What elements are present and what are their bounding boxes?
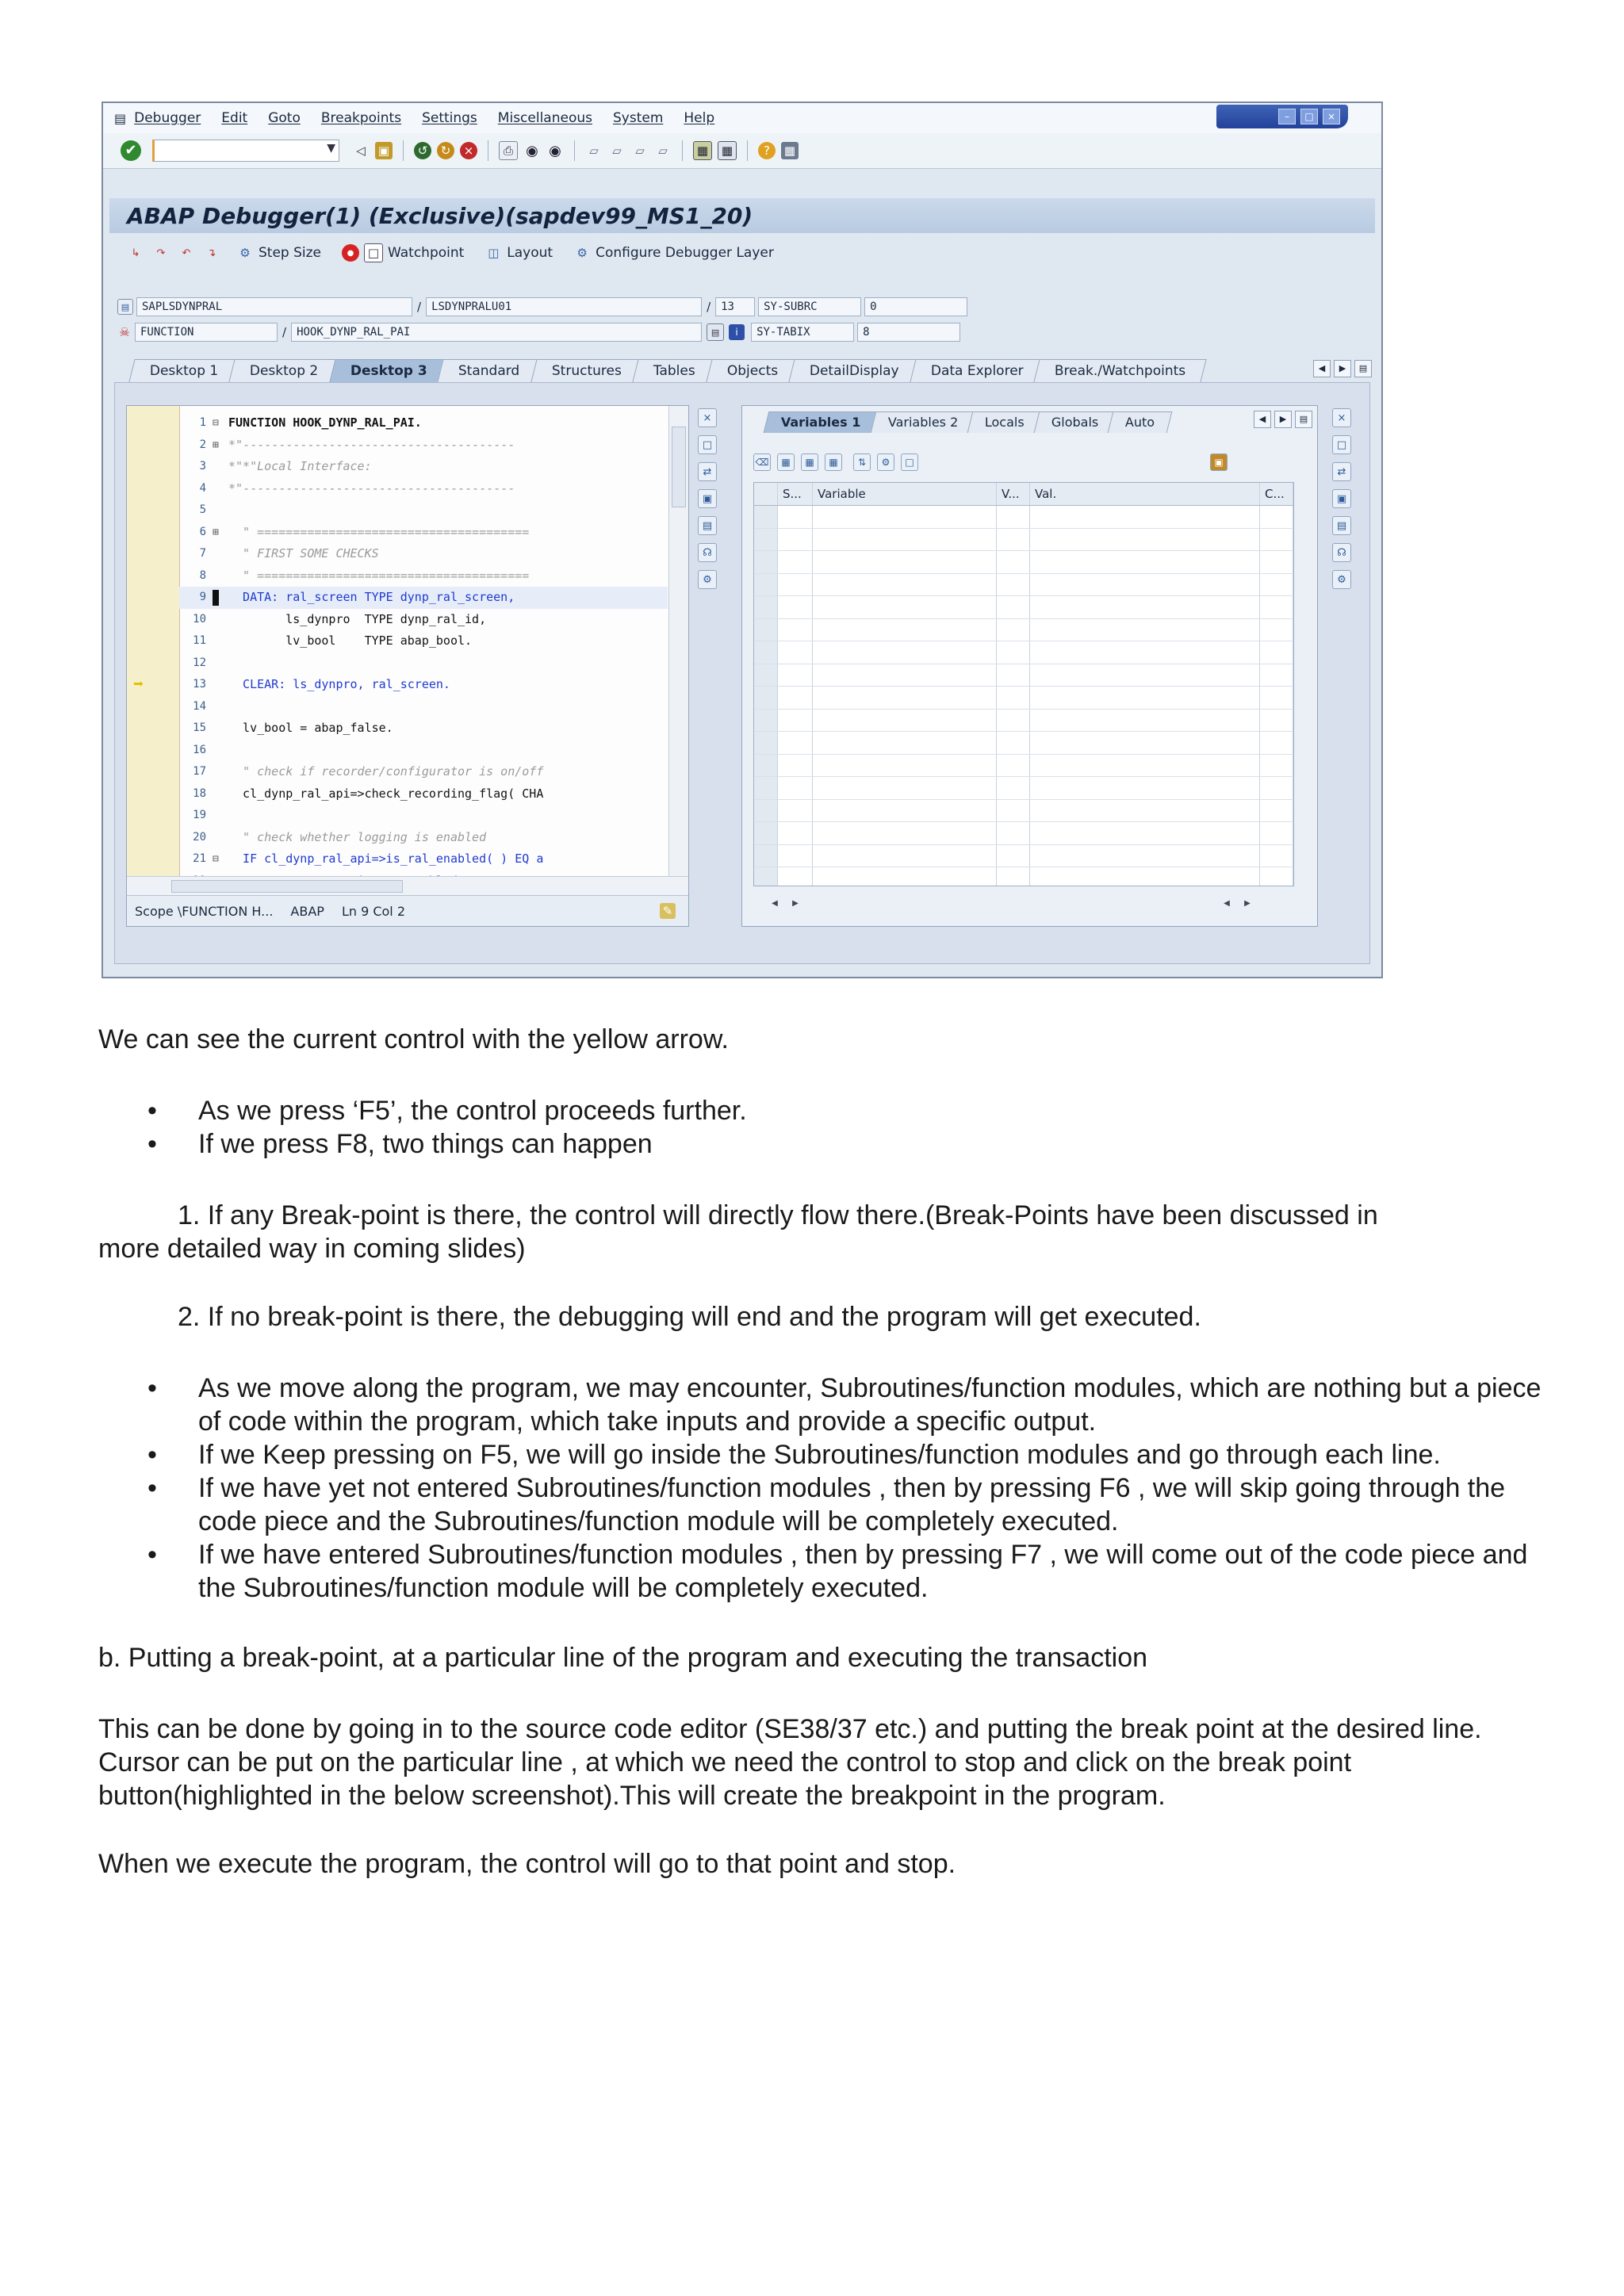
bullet-list-keys	[98, 1094, 1549, 1161]
table-icon[interactable]: ▦	[777, 453, 795, 471]
sy-subrc-label[interactable]: SY-SUBRC	[758, 297, 861, 316]
tab-scroll-controls	[1313, 360, 1372, 377]
tab-variables-1[interactable]: Variables 1	[764, 411, 879, 433]
table-row[interactable]	[754, 551, 1293, 574]
maximize-tool-icon[interactable]: ▣	[1332, 489, 1351, 508]
table-row[interactable]	[754, 529, 1293, 552]
bullet-list-subroutines	[98, 1372, 1549, 1605]
layout-label: Layout	[507, 245, 553, 261]
program-field[interactable]: SAPLSDYNPRAL	[136, 297, 412, 316]
close-icon[interactable]: ×	[1323, 109, 1340, 124]
list-item: • As we press ‘F5’, the control proceeds further.	[98, 1094, 1549, 1127]
tab-break-watchpoints[interactable]: Break./Watchpoints	[1034, 359, 1208, 382]
editor-vertical-scrollbar[interactable]	[668, 406, 688, 896]
last-page-icon[interactable]: ▱	[658, 144, 668, 158]
chevron-down-icon[interactable]: ▼	[327, 142, 335, 155]
scroll-right-icon[interactable]: ▶	[1244, 898, 1251, 908]
cancel-icon[interactable]: ×	[460, 142, 477, 159]
paragraph-yellow-arrow: We can see the current control with the yellow arrow.	[98, 1024, 729, 1054]
variables-toolbar	[753, 453, 1228, 471]
debugger-screenshot	[102, 101, 1383, 978]
tab-tables[interactable]: Tables	[632, 359, 716, 382]
variables-panel	[741, 405, 1318, 927]
section-heading-b: b. Putting a break-point, at a particular line of the program and executing the transaction	[98, 1643, 1148, 1673]
table-row[interactable]	[754, 755, 1293, 778]
menu-help[interactable]: Help	[684, 110, 715, 126]
tab-list-icon[interactable]: ▤	[1354, 360, 1372, 377]
yellow-arrow-icon: ➡	[133, 675, 144, 695]
editor-settings-icon[interactable]: ✎	[660, 903, 676, 919]
numbered-item-1-line-2: more detailed way in coming slides)	[98, 1234, 526, 1264]
function-icon: ☠	[119, 325, 130, 339]
previous-page-icon[interactable]: ▱	[612, 144, 622, 158]
tab-scroll-left-icon[interactable]: ◀	[1313, 360, 1331, 377]
grid-col-s[interactable]: S...	[778, 483, 813, 505]
editor-tool-column	[697, 408, 718, 589]
toolbar-separator	[574, 140, 575, 161]
find-next-icon[interactable]: ◉	[549, 142, 561, 159]
list-item: • If we press F8, two things can happen	[98, 1127, 1549, 1161]
variable-tab-scroll	[1254, 411, 1312, 428]
path-separator: /	[282, 325, 287, 339]
tab-detaildisplay[interactable]: DetailDisplay	[788, 359, 920, 382]
toolbar-separator	[682, 140, 683, 161]
tab-desktop-2[interactable]: Desktop 2	[229, 359, 340, 382]
menu-bar	[103, 103, 1381, 133]
tab-standard[interactable]: Standard	[438, 359, 542, 382]
find-icon[interactable]: ◉	[526, 142, 538, 159]
list-item: • If we have entered Subroutines/function modules , then by pressing F7 , we will come out of the code piece and the Subroutines/function module will be completely executed.	[98, 1538, 1549, 1605]
tab-variables-2[interactable]: Variables 2	[870, 411, 975, 433]
tab-structures[interactable]: Structures	[530, 359, 642, 382]
tab-list-icon[interactable]: ▤	[1295, 411, 1312, 428]
paragraph-execute: When we execute the program, the control will go to that point and stop.	[98, 1849, 956, 1879]
window-menu-icon[interactable]: ▤	[114, 110, 127, 126]
watchpoint-button[interactable]	[342, 243, 464, 262]
new-session-icon[interactable]: ▦	[693, 141, 712, 160]
enter-check-icon[interactable]: ✔	[121, 140, 141, 161]
numbered-item-1	[98, 1199, 1549, 1265]
watchpoint-label: Watchpoint	[388, 245, 465, 261]
headphones-icon[interactable]: ☊	[1332, 543, 1351, 562]
close-tool-icon[interactable]: ×	[698, 408, 717, 427]
menu-system[interactable]: System	[612, 110, 664, 126]
standard-toolbar	[103, 133, 1381, 169]
menu-breakpoints[interactable]: Breakpoints	[320, 110, 402, 126]
table-row[interactable]	[754, 574, 1293, 597]
grid-col-variable[interactable]: Variable	[813, 483, 997, 505]
variable-tabs	[766, 409, 1166, 433]
new-tool-icon[interactable]: □	[1332, 435, 1351, 454]
code-lines: 1 ⊟ FUNCTION HOOK_DYNP_RAL_PAI. 2 ⊞ *"-------------------------------------- 3 *"*"Local Interface: 4 *"-------------------------------------- 5 6 ⊞ " ====================================== 7 " FIRST SOME CHECKS 8 " ====================================== 9 DATA: ral_screen TYPE dynp_ral_screen, 10 ls_dynpro TYPE dynp_ral_id, 11 lv_bool TYPE abap_bool. 12 ➡ 13 CLEAR: ls_dynpro, ral_screen. 14 15 lv_bool = abap_false. 16 17 " check if recorder/configurator is on/off 18 cl_dynp_ral_api=>check_recording_flag( CHA 19 20 " check whether logging is enabled 21 ⊟ IF cl_dynp_ral_api=>is_ral_enabled( ) EQ a	[179, 412, 668, 892]
menu-goto[interactable]: Goto	[268, 110, 301, 126]
variables-tool-column	[1331, 408, 1352, 589]
configure-label: Configure Debugger Layer	[596, 245, 774, 261]
variables-grid[interactable]	[753, 482, 1294, 886]
application-toolbar	[109, 238, 1375, 268]
back-icon[interactable]: ↺	[414, 142, 431, 159]
table-row[interactable]	[754, 800, 1293, 823]
delete-icon[interactable]: ⌫	[753, 453, 771, 471]
folder-icon[interactable]: □	[901, 453, 918, 471]
table-row[interactable]	[754, 867, 1293, 886]
save-icon[interactable]: ▣	[375, 142, 393, 159]
path-separator: /	[707, 300, 711, 314]
services-icon[interactable]: ⚙	[698, 570, 717, 589]
step-over-icon[interactable]: ↷	[156, 247, 166, 259]
import-icon[interactable]: ▦	[801, 453, 818, 471]
tab-scroll-right-icon[interactable]: ▶	[1334, 360, 1351, 377]
menu-settings[interactable]: Settings	[422, 110, 477, 126]
layout-menu-icon[interactable]: ▦	[781, 142, 799, 159]
services-icon[interactable]: ⚙	[1332, 570, 1351, 589]
cursor-line: 9 DATA: ral_screen TYPE dynp_ral_screen,	[179, 587, 668, 609]
text-cursor	[213, 590, 219, 606]
grid-col-v[interactable]: V...	[997, 483, 1030, 505]
toolbar-separator	[403, 140, 404, 161]
event-name-field[interactable]: HOOK_DYNP_RAL_PAI	[291, 323, 702, 342]
table-row[interactable]	[754, 845, 1293, 868]
tab-objects[interactable]: Objects	[706, 359, 799, 382]
info-icon[interactable]: i	[729, 324, 745, 340]
next-page-icon[interactable]: ▱	[635, 144, 645, 158]
table-row[interactable]	[754, 732, 1293, 755]
tab-desktop-3[interactable]: Desktop 3	[329, 359, 448, 382]
sy-tabix-value[interactable]: 8	[857, 323, 960, 342]
first-page-icon[interactable]: ▱	[589, 144, 599, 158]
back-arrow-icon[interactable]: ◁	[356, 144, 366, 158]
close-tool-icon[interactable]: ×	[1332, 408, 1351, 427]
path-separator: /	[417, 300, 422, 314]
sort-icon[interactable]: ⇅	[853, 453, 871, 471]
tab-globals[interactable]: Globals	[1033, 411, 1116, 433]
minimize-icon[interactable]: –	[1278, 109, 1296, 124]
grid-col-c[interactable]: C...	[1260, 483, 1293, 505]
scope-label: Scope \FUNCTION H...	[135, 903, 274, 919]
list-item: • As we move along the program, we may encounter, Subroutines/function modules, which are nothing but a piece of code within the program, which take inputs and provide a specific output.	[98, 1372, 1549, 1438]
table-row[interactable]	[754, 822, 1293, 845]
print-icon[interactable]: ⎙	[499, 141, 518, 160]
step-into-icon[interactable]: ↳	[131, 247, 140, 259]
menu-miscellaneous[interactable]: Miscellaneous	[497, 110, 592, 126]
numbered-item-2: 2. If no break-point is there, the debugging will end and the program will get executed.	[178, 1302, 1201, 1332]
editor-status-bar	[127, 895, 688, 926]
stop-icon: ●	[342, 244, 359, 262]
layout-button[interactable]	[485, 244, 553, 262]
step-size-button[interactable]	[236, 244, 321, 262]
table-row[interactable]	[754, 687, 1293, 710]
help-icon[interactable]: ?	[758, 142, 776, 159]
tab-scroll-left-icon[interactable]: ◀	[1254, 411, 1271, 428]
swap-tool-icon[interactable]: ▤	[1332, 516, 1351, 535]
command-field[interactable]	[152, 140, 339, 162]
sy-tabix-label[interactable]: SY-TABIX	[751, 323, 854, 342]
scroll-right-icon[interactable]: ▶	[792, 898, 799, 908]
table-row[interactable]	[754, 596, 1293, 619]
new-tool-icon[interactable]: □	[698, 435, 717, 454]
include-field[interactable]: LSDYNPRALU01	[426, 297, 702, 316]
exit-icon[interactable]: ↻	[437, 142, 454, 159]
event-field-row	[117, 322, 960, 342]
current-statement-line: ➡ 13 CLEAR: ls_dynpro, ral_screen.	[133, 675, 450, 695]
program-icon: ▤	[117, 299, 133, 315]
list-item: • If we have yet not entered Subroutines/function modules , then by pressing F6 , we will skip going through the code piece and the Subroutines/function module will be completely executed.	[98, 1471, 1549, 1538]
replace-tool-icon[interactable]: ⇄	[1332, 462, 1351, 481]
table-row[interactable]	[754, 619, 1293, 642]
table-row[interactable]	[754, 641, 1293, 664]
grid-hscroll-right	[1218, 894, 1256, 912]
grid-col-val[interactable]: Val.	[1030, 483, 1260, 505]
event-type-field[interactable]: FUNCTION	[135, 323, 278, 342]
headphones-icon[interactable]: ☊	[698, 543, 717, 562]
scroll-left-icon[interactable]: ◀	[772, 898, 778, 908]
table-row[interactable]	[754, 506, 1293, 529]
tab-scroll-right-icon[interactable]: ▶	[1274, 411, 1292, 428]
continue-icon[interactable]: ↴	[207, 247, 216, 259]
configure-layer-button[interactable]	[573, 244, 774, 262]
menu-edit[interactable]: Edit	[221, 110, 248, 126]
table-row[interactable]	[754, 710, 1293, 733]
source-code-editor[interactable]	[126, 405, 689, 927]
table-row[interactable]	[754, 777, 1293, 800]
scrollbar-thumb[interactable]	[171, 880, 403, 893]
grid-hscroll-left	[766, 894, 804, 912]
step-size-label: Step Size	[259, 245, 322, 261]
program-field-row	[117, 297, 967, 317]
tab-auto[interactable]: Auto	[1108, 411, 1173, 433]
debugger-work-area	[114, 382, 1370, 964]
grid-header	[754, 483, 1293, 506]
tab-desktop-1[interactable]: Desktop 1	[128, 359, 239, 382]
toolbar-separator	[747, 140, 748, 161]
table-row[interactable]	[754, 664, 1293, 687]
configure-icon: ⚙	[576, 246, 588, 260]
export-icon[interactable]: ▦	[825, 453, 842, 471]
list-item: • If we Keep pressing on F5, we will go inside the Subroutines/function modules and go through each line.	[98, 1438, 1549, 1471]
tab-data-explorer[interactable]: Data Explorer	[910, 359, 1044, 382]
steps-icon: ⚙	[239, 246, 251, 260]
breakpoint-gutter[interactable]	[127, 406, 180, 896]
editor-horizontal-scrollbar[interactable]	[127, 876, 688, 896]
restore-icon[interactable]: □	[1300, 109, 1318, 124]
save-variables-icon[interactable]: ▣	[1210, 453, 1228, 471]
display-icon[interactable]: ▤	[707, 323, 724, 341]
desktop-tabs	[132, 357, 1375, 382]
return-icon[interactable]: ↶	[182, 247, 191, 259]
watchpoint-icon: □	[364, 243, 383, 262]
scroll-left-icon[interactable]: ◀	[1224, 898, 1230, 908]
layout-icon: ◫	[488, 246, 500, 260]
menu-debugger[interactable]: Debugger	[134, 110, 201, 126]
maximize-tool-icon[interactable]: ▣	[698, 489, 717, 508]
numbered-item-1-line-1: 1. If any Break-point is there, the control will directly flow there.(Break-Points have been discussed in	[178, 1200, 1378, 1230]
screen-title: ABAP Debugger(1) (Exclusive)(sapdev99_MS1_20)	[109, 198, 1375, 233]
tab-locals[interactable]: Locals	[967, 411, 1043, 433]
shortcut-icon[interactable]: ▦	[718, 141, 737, 160]
replace-tool-icon[interactable]: ⇄	[698, 462, 717, 481]
scrollbar-thumb[interactable]	[672, 427, 686, 507]
swap-tool-icon[interactable]: ▤	[698, 516, 717, 535]
line-number-field[interactable]: 13	[715, 297, 755, 316]
paragraph-breakpoint: This can be done by going in to the source code editor (SE38/37 etc.) and putting the break point at the desired line. Cursor can be put on the particular line , at which we need the control to stop and click on the break point button(highlighted in the below screenshot).This will create the breakpoint in the program.	[98, 1714, 1482, 1811]
cursor-position: Ln 9 Col 2	[341, 903, 406, 919]
sy-subrc-value[interactable]: 0	[864, 297, 967, 316]
window-controls	[1216, 105, 1348, 128]
tree-icon[interactable]: ⚙	[877, 453, 894, 471]
language-label: ABAP	[290, 903, 324, 919]
